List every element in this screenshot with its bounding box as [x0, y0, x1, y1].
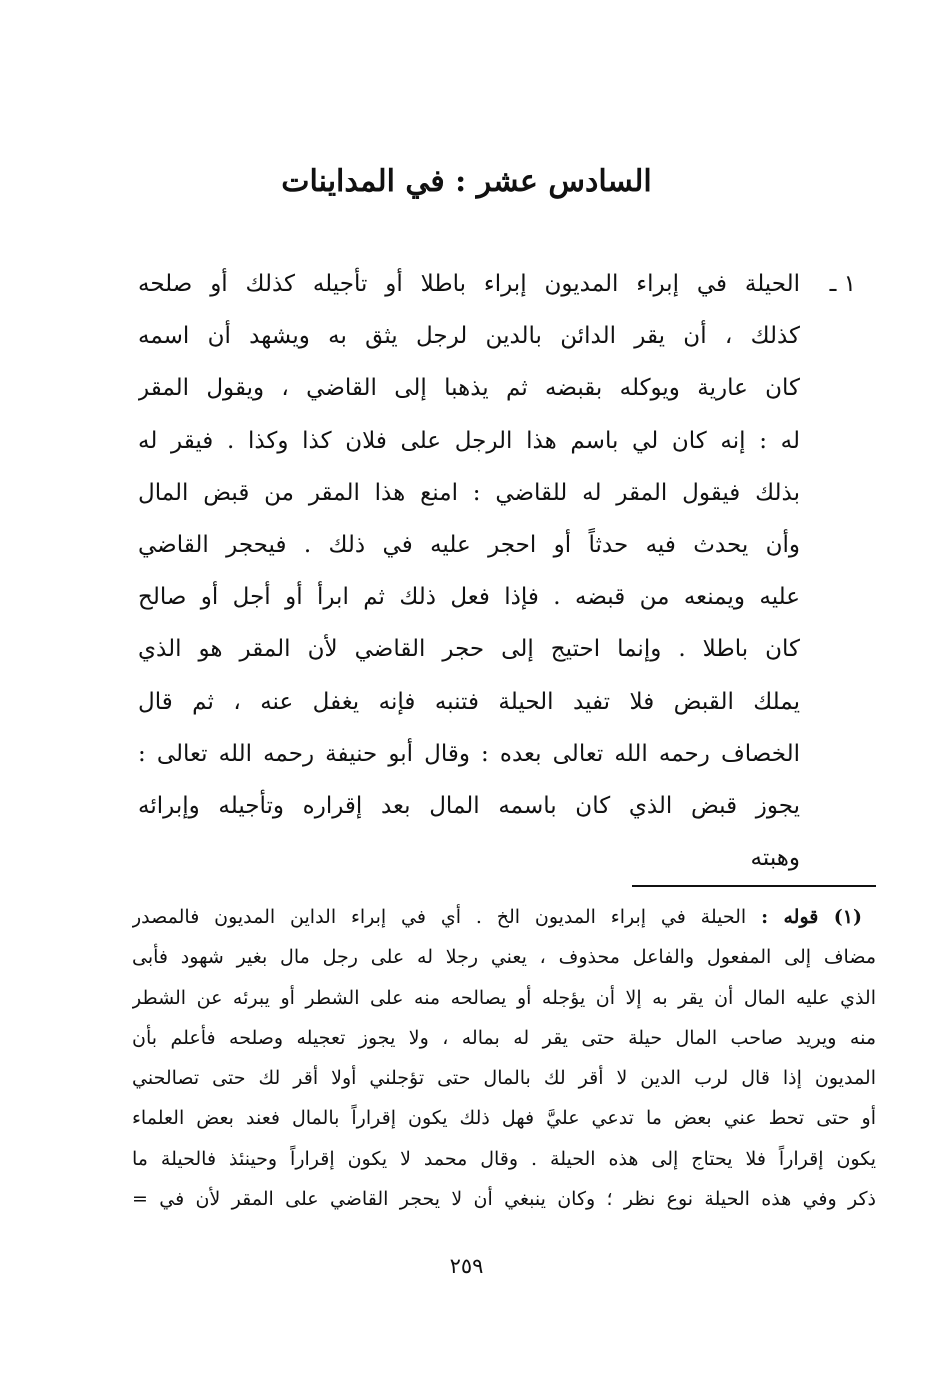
footnote-first-line-text: الحيلة في إبراء المديون الخ . أي في إبراء الداين المديون فالمصدر	[132, 906, 747, 928]
text-line: له : إنه كان لي باسم هذا الرجل على فلان كذا وكذا . فيقر له	[138, 427, 800, 454]
text-line: عليه ويمنعه من قبضه . فإذا فعل ذلك ثم ابرأ أو أجل أو صالح	[138, 584, 800, 611]
text-line: كان عارية ويوكله بقبضه ثم يذهبا إلى القاضي ، ويقول المقر	[138, 375, 800, 402]
main-text	[138, 258, 800, 884]
text-line: بذلك فيقول المقر له للقاضي : امنع هذا المقر من قبض المال	[138, 479, 800, 506]
footnote-line: يكون إقراراً فلا يحتاج إلى هذه الحيلة . وقال محمد لا يكون إقراراً وحينئذ فالحيلة ما	[132, 1147, 876, 1170]
footnote-line: مضاف إلى المفعول والفاعل محذوف ، يعني رجلا له على رجل مال بغير شهود فأبى	[132, 946, 876, 969]
text-line: وأن يحدث فيه حدثاً أو احجر عليه في ذلك . فيحجر القاضي	[138, 531, 800, 558]
text-line: كذلك ، أن يقر الدائن بالدين لرجل يثق به ويشهد أن اسمه	[138, 323, 800, 350]
footnotes	[132, 897, 876, 1219]
text-line: الخصاف رحمه الله تعالى بعده : وقال أبو حنيفة رحمه الله تعالى :	[138, 740, 800, 767]
item-number: ١ ـ	[829, 271, 856, 297]
page-number: ٢٥٩	[449, 1254, 484, 1278]
footnote-line: المديون إذا قال لرب الدين لا أقر لك بالمال حتى تؤجلني أولا أقر لك حتى تصالحني	[132, 1067, 876, 1090]
chapter-title	[0, 158, 933, 206]
text-line: يجوز قبض الذي كان باسمه المال بعد إقراره وتأجيله وإبرائه	[138, 792, 800, 819]
text-line: وهبته	[750, 845, 800, 872]
footnote-line: منه ويريد صاحب المال حيلة حتى يقر له بماله ، ولا يجوز تعجيله وصلحه فأعلم بأن	[132, 1026, 876, 1049]
chapter-title-text: السادس عشر : في المداينات	[281, 164, 652, 199]
text-line: كان باطلا . وإنما احتيج إلى حجر القاضي لأن المقر هو الذي	[138, 636, 800, 663]
footnote-line: أو حتى تحط عني بعض ما تدعي عليَّ فهل ذلك يكون إقراراً بالمال فعند بعض العلماء	[132, 1107, 876, 1130]
footnote-separator	[632, 885, 876, 887]
footnote-line: الذي عليه المال أن يقر به إلا أن يؤجله أو يصالحه منه على الشطر أو يبرئه عن الشطر	[132, 986, 876, 1009]
text-line: الحيلة في إبراء المديون إبراء باطلا أو تأجيله كذلك أو صلحه	[138, 271, 800, 297]
footnote-line: ذكر وفي هذه الحيلة نوع نظر ؛ وكان ينبغي أن لا يحجر القاضي على المقر لأن في =	[132, 1188, 876, 1211]
footnote-line	[132, 897, 876, 937]
text-line: يملك القبض فلا تفيد الحيلة فتنبه فإنه يغفل عنه ، ثم قال	[138, 688, 800, 715]
footnote-marker: (١) قوله :	[761, 906, 862, 928]
